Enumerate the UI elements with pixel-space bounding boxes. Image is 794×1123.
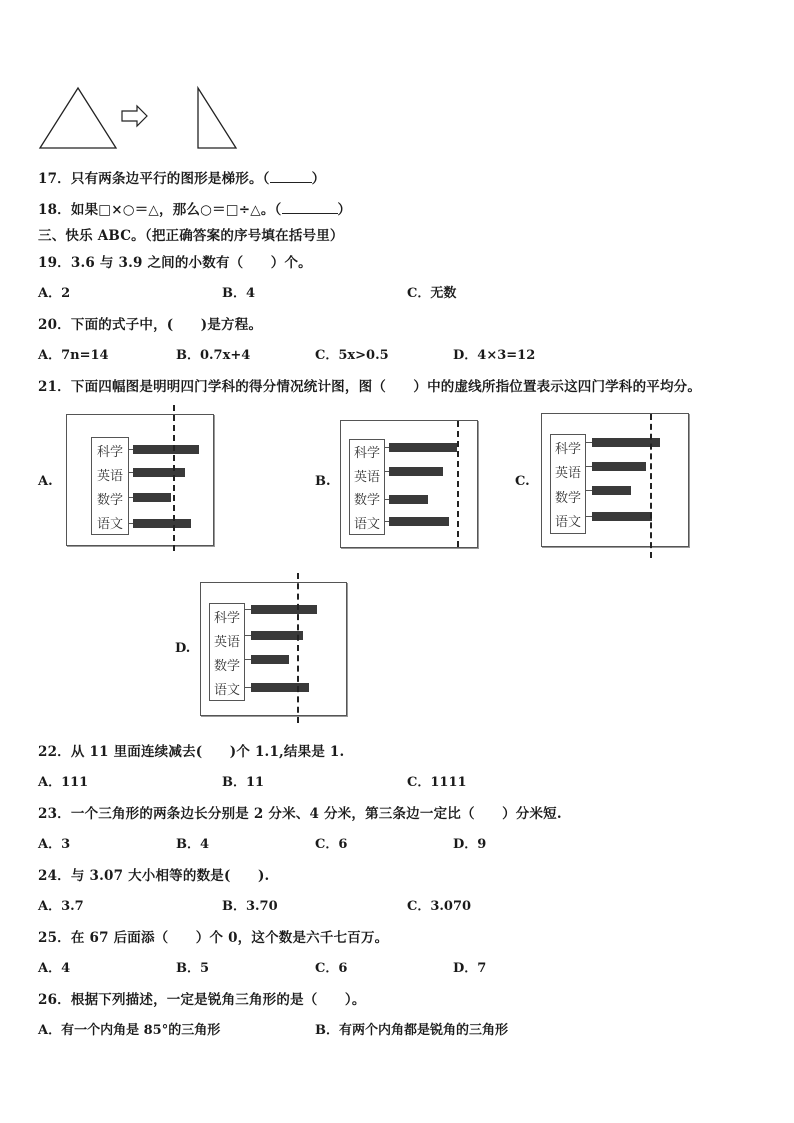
option-b[interactable]: B．4 xyxy=(222,286,256,301)
subject-legend xyxy=(91,437,129,535)
question-20-text: 20．下面的式子中，( )是方程。 xyxy=(38,317,263,333)
right-arrow-icon xyxy=(122,106,147,126)
chart-b-label[interactable]: B. xyxy=(315,474,331,489)
legend-math: 数学 xyxy=(96,492,123,508)
question-24-text: 24．与 3.07 大小相等的数是( ). xyxy=(38,868,270,884)
option-c[interactable]: C．6 xyxy=(315,837,348,852)
question-19-text: 19．3.6 与 3.9 之间的小数有（ ）个。 xyxy=(38,255,312,271)
legend-chinese: 语文 xyxy=(554,515,581,531)
legend-chinese: 语文 xyxy=(96,516,123,532)
bar-math xyxy=(389,495,428,504)
legend-science: 科学 xyxy=(213,610,240,626)
option-c[interactable]: C．无数 xyxy=(407,286,457,301)
chart-b[interactable] xyxy=(340,420,478,548)
subject-legend xyxy=(550,434,586,534)
option-a[interactable]: A．4 xyxy=(38,961,71,976)
question-22-text: 22．从 11 里面连续减去( )个 1.1,结果是 1. xyxy=(38,744,345,760)
answer-blank[interactable] xyxy=(282,202,338,214)
option-b[interactable]: B．3.70 xyxy=(222,899,278,914)
bar-science xyxy=(389,443,457,452)
bar-math xyxy=(592,486,631,495)
subject-legend xyxy=(209,603,245,701)
chart-a-label[interactable]: A. xyxy=(38,474,53,489)
legend-chinese: 语文 xyxy=(213,682,240,698)
legend-english: 英语 xyxy=(96,468,123,484)
option-b[interactable]: B．有两个内角都是锐角的三角形 xyxy=(315,1023,508,1038)
bar-chinese xyxy=(133,519,191,528)
subject-legend xyxy=(349,439,385,535)
question-23-text: 23．一个三角形的两条边长分别是 2 分米、4 分米，第三条边一定比（ ）分米短. xyxy=(38,806,562,822)
bar-chinese xyxy=(251,683,309,692)
option-a[interactable]: A．7n=14 xyxy=(38,348,109,363)
legend-english: 英语 xyxy=(353,469,380,485)
bar-english xyxy=(251,631,303,640)
average-dashed-line xyxy=(297,573,299,723)
option-b[interactable]: B．11 xyxy=(222,775,265,790)
chart-d[interactable] xyxy=(200,582,347,716)
answer-blank[interactable] xyxy=(270,171,312,183)
average-dashed-line xyxy=(650,414,652,558)
option-c[interactable]: C．3.070 xyxy=(407,899,472,914)
question-18-text: 18．如果□×○＝△，那么○＝□÷△。（ xyxy=(38,202,282,218)
legend-math: 数学 xyxy=(353,493,380,509)
average-dashed-line xyxy=(457,421,459,547)
chart-d-label[interactable]: D. xyxy=(175,641,191,656)
legend-english: 英语 xyxy=(554,466,581,482)
option-c[interactable]: C．5x>0.5 xyxy=(315,348,389,363)
section-heading: 三、快乐 ABC。（把正确答案的序号填在括号里） xyxy=(38,228,344,244)
bar-chinese xyxy=(592,512,652,521)
chart-c[interactable] xyxy=(541,413,689,547)
option-b[interactable]: B．4 xyxy=(176,837,210,852)
question-17-text: 17．只有两条边平行的图形是梯形。（ xyxy=(38,171,270,187)
right-triangle xyxy=(198,88,236,148)
equilateral-triangle xyxy=(40,88,116,148)
option-a[interactable]: A．3 xyxy=(38,837,71,852)
option-a[interactable]: A．111 xyxy=(38,775,89,790)
option-b[interactable]: B．5 xyxy=(176,961,210,976)
legend-math: 数学 xyxy=(554,490,581,506)
option-a[interactable]: A．有一个内角是 85°的三角形 xyxy=(38,1023,221,1038)
option-d[interactable]: D．7 xyxy=(453,961,487,976)
question-25-text: 25．在 67 后面添（ ）个 0，这个数是六千七百万。 xyxy=(38,930,389,946)
legend-english: 英语 xyxy=(213,634,240,650)
average-dashed-line xyxy=(173,405,175,551)
legend-math: 数学 xyxy=(213,658,240,674)
question-21-text: 21．下面四幅图是明明四门学科的得分情况统计图，图（ ）中的虚线所指位置表示这四门学科的平均分。 xyxy=(38,379,702,395)
chart-a[interactable] xyxy=(66,414,214,546)
question-18: 18．如果□×○＝△，那么○＝□÷△。（ ） xyxy=(38,202,352,218)
legend-science: 科学 xyxy=(554,441,581,457)
option-d[interactable]: D．9 xyxy=(453,837,487,852)
option-d[interactable]: D．4×3=12 xyxy=(453,348,536,363)
bar-math xyxy=(251,655,289,664)
bar-english xyxy=(133,468,185,477)
bar-science xyxy=(251,605,317,614)
question-26-text: 26．根据下列描述，一定是锐角三角形的是（ ）。 xyxy=(38,992,366,1008)
option-c[interactable]: C．6 xyxy=(315,961,348,976)
option-b[interactable]: B．0.7x+4 xyxy=(176,348,251,363)
bar-science xyxy=(133,445,199,454)
legend-chinese: 语文 xyxy=(353,516,380,532)
option-c[interactable]: C．1111 xyxy=(407,775,467,790)
bar-math xyxy=(133,493,171,502)
question-17: 17．只有两条边平行的图形是梯形。（ ） xyxy=(38,171,326,187)
bar-chinese xyxy=(389,517,449,526)
legend-science: 科学 xyxy=(353,446,380,462)
bar-english xyxy=(592,462,646,471)
legend-science: 科学 xyxy=(96,444,123,460)
chart-c-label[interactable]: C. xyxy=(515,474,530,489)
triangle-transform-figure xyxy=(36,84,246,154)
bar-english xyxy=(389,467,443,476)
option-a[interactable]: A．2 xyxy=(38,286,71,301)
option-a[interactable]: A．3.7 xyxy=(38,899,84,914)
